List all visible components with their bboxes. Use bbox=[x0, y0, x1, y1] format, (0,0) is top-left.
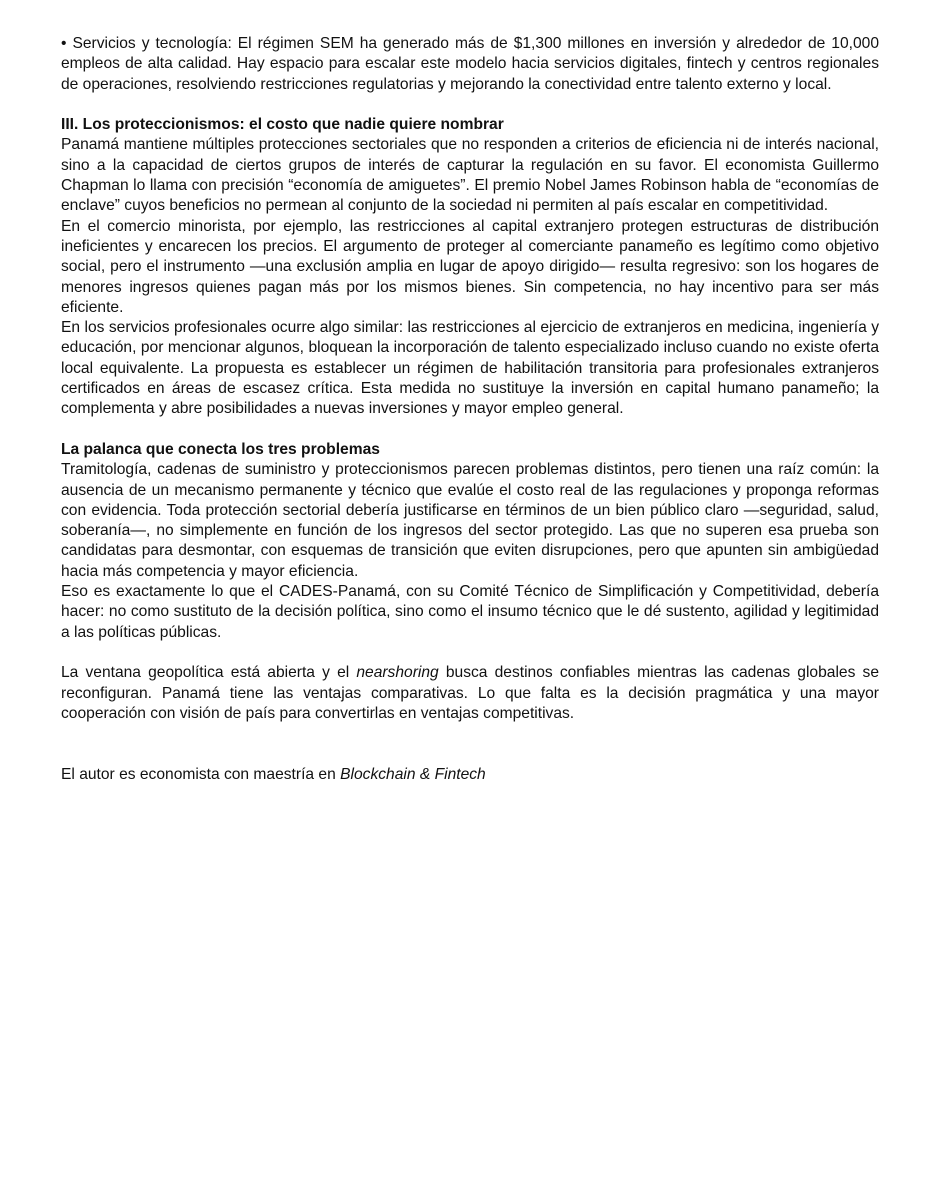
lever-paragraph-2: Eso es exactamente lo que el CADES-Panamá, con su Comité Técnico de Simplificación y Competitividad, debería hacer: no como sustituto de la decisión política, sino como el insumo técnico que le dé sustento, agilidad y legitimidad a las políticas públicas. bbox=[61, 583, 879, 641]
paragraph-gap bbox=[61, 724, 879, 765]
author-note bbox=[61, 765, 879, 785]
paragraph-gap bbox=[61, 95, 879, 115]
closing-text-1: La ventana geopolítica está abierta y el bbox=[61, 664, 357, 682]
paragraph-gap bbox=[61, 420, 879, 440]
author-degree: Blockchain & Fintech bbox=[340, 765, 486, 783]
section-3-paragraph-2: En el comercio minorista, por ejemplo, las restricciones al capital extranjero protegen estructuras de distribución ineficientes y encarecen los precios. El argumento de proteger al comerciante panameño es legítimo como objetivo social, pero el instrumento —una exclusión amplia en lugar de apoyo dirigido— resulta regresivo: son los hogares de menores ingresos quienes pagan más por los mismos bienes. Sin competencia, no hay incentivo para ser más eficiente. bbox=[61, 217, 879, 316]
lever-heading: La palanca que conecta los tres problemas bbox=[61, 440, 380, 458]
closing-text-2: busca destinos confiables mientras las cadenas globales se reconfiguran. Panamá tiene las ventajas comparativas. Lo que falta es la decisión pragmática y una mayor cooperación con visión de país para convertirlas en ventajas competitivas. bbox=[61, 664, 879, 722]
section-3-paragraph-3: En los servicios profesionales ocurre algo similar: las restricciones al ejercicio de extranjeros en medicina, ingeniería y educación, por mencionar algunos, bloquean la incorporación de talento especializado incluso cuando no existe oferta local equivalente. La propuesta es establecer un régimen de habilitación transitoria para profesionales extranjeros certificados en áreas de escasez crítica. Esta medida no sustituye la inversión en capital humano panameño; la complementa y abre posibilidades a nuevas inversiones y mayor empleo general. bbox=[61, 319, 879, 418]
section-3-paragraph-1: Panamá mantiene múltiples protecciones sectoriales que no responden a criterios de eficiencia ni de interés nacional, sino a la capacidad de ciertos grupos de interés de capturar la regulación en su favor. El economista Guillermo Chapman lo llama con precisión “economía de amiguetes”. El premio Nobel James Robinson habla de “economías de enclave” cuyos beneficios no permean al conjunto de la sociedad ni permiten al país escalar en competitividad. bbox=[61, 136, 879, 215]
section-3-heading: III. Los proteccionismos: el costo que nadie quiere nombrar bbox=[61, 116, 504, 134]
closing-paragraph bbox=[61, 663, 879, 724]
closing-italic-term: nearshoring bbox=[356, 664, 439, 682]
lever-paragraph-1: Tramitología, cadenas de suministro y proteccionismos parecen problemas distintos, pero tienen una raíz común: la ausencia de un mecanismo permanente y técnico que evalúe el costo real de las regulaciones y proponga reformas con evidencia. Toda protección sectorial debería justificarse en términos de un bien público claro —seguridad, salud, soberanía—, no simplemente en función de los ingresos del sector protegido. Las que no superen esa prueba son candidatas para desmontar, con esquemas de transición que eviten disrupciones, pero que apunten sin ambigüedad hacia más competencia y mayor eficiencia. bbox=[61, 461, 879, 580]
intro-bullet: • Servicios y tecnología: El régimen SEM ha generado más de $1,300 millones en inversión y alrededor de 10,000 empleos de alta calidad. Hay espacio para escalar este modelo hacia servicios digitales, fintech y centros regionales de operaciones, resolviendo restricciones regulatorias y mejorando la conectividad entre talento externo y local. bbox=[61, 35, 879, 93]
paragraph-gap bbox=[61, 643, 879, 663]
article-body bbox=[61, 34, 879, 785]
author-prefix: El autor es economista con maestría en bbox=[61, 765, 341, 783]
